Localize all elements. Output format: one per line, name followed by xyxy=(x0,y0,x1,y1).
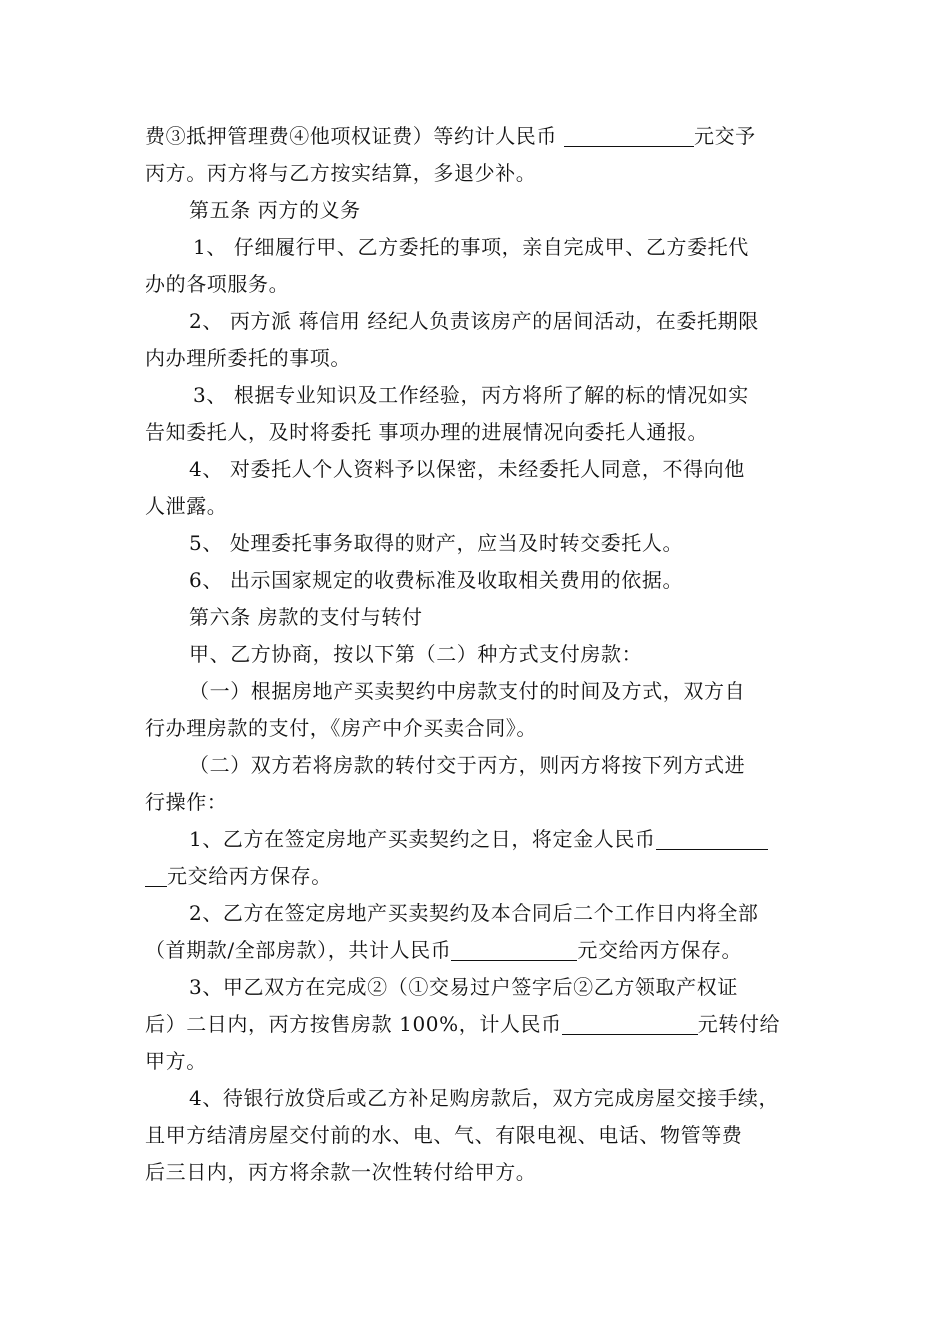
text-line xyxy=(145,1006,810,1043)
text-line xyxy=(145,1043,810,1080)
text-line xyxy=(145,525,810,562)
line-text: （二）双方若将房款的转付交于丙方，则丙方将按下列方式进 xyxy=(189,753,746,777)
text-line xyxy=(145,414,810,451)
line-text: 元交给丙方保存。 xyxy=(167,864,332,888)
text-line xyxy=(145,155,810,192)
line-text: 2、乙方在签定房地产买卖契约及本合同后二个工作日内将全部 xyxy=(189,901,759,925)
line-text: 5、 处理委托事务取得的财产，应当及时转交委托人。 xyxy=(189,531,684,555)
line-text: 甲、乙方协商，按以下第（二）种方式支付房款： xyxy=(189,642,643,666)
line-text: 元交予 xyxy=(693,124,756,148)
line-text: 行操作： xyxy=(145,790,228,814)
line-text: 告知委托人，及时将委托 事项办理的进展情况向委托人通报。 xyxy=(145,420,709,444)
text-line xyxy=(145,451,810,488)
line-text: 办的各项服务。 xyxy=(145,272,290,296)
text-line xyxy=(145,1080,810,1117)
line-text: 第六条 房款的支付与转付 xyxy=(189,605,423,629)
text-line xyxy=(145,303,810,340)
text-line xyxy=(145,821,810,858)
line-text: 丙方。丙方将与乙方按实结算，多退少补。 xyxy=(145,161,537,185)
text-line xyxy=(145,1154,810,1191)
fill-in-blank xyxy=(656,827,768,850)
line-text: 4、待银行放贷后或乙方补足购房款后，双方完成房屋交接手续， xyxy=(189,1086,780,1110)
text-line xyxy=(145,118,810,155)
text-line xyxy=(145,747,810,784)
line-text: （一）根据房地产买卖契约中房款支付的时间及方式，双方自 xyxy=(189,679,746,703)
contract-text xyxy=(145,118,810,1191)
text-line xyxy=(145,377,810,414)
line-text: 4、 对委托人个人资料予以保密，未经委托人同意，不得向他 xyxy=(189,457,745,481)
text-line xyxy=(145,895,810,932)
fill-in-blank xyxy=(145,864,167,887)
text-line xyxy=(145,969,810,1006)
line-text: 3、甲乙双方在完成②（①交易过户签字后②乙方领取产权证 xyxy=(189,975,738,999)
section-heading-6 xyxy=(145,599,810,636)
line-text: 元转付给 xyxy=(697,1012,781,1036)
text-line xyxy=(145,784,810,821)
line-text: 甲方。 xyxy=(145,1049,207,1073)
line-text: 行办理房款的支付，《房产中介买卖合同》。 xyxy=(145,716,537,740)
line-text: 1、乙方在签定房地产买卖契约之日，将定金人民币 xyxy=(189,827,656,851)
line-text: 1、 仔细履行甲、乙方委托的事项，亲自完成甲、乙方委托代 xyxy=(193,235,749,259)
text-line xyxy=(145,673,810,710)
line-text: 且甲方结清房屋交付前的水、电、气、有限电视、电话、物管等费 xyxy=(145,1123,743,1147)
text-line xyxy=(145,636,810,673)
text-line xyxy=(145,229,810,266)
line-text: 元交给丙方保存。 xyxy=(577,938,743,962)
line-text: （首期款/全部房款），共计人民币 xyxy=(145,938,452,962)
text-line xyxy=(145,932,810,969)
text-line xyxy=(145,1117,810,1154)
text-line xyxy=(145,340,810,377)
line-text: 后）二日内，丙方按售房款 100%，计人民币 xyxy=(145,1012,562,1036)
line-text: 人泄露。 xyxy=(145,494,228,518)
line-text: 后三日内，丙方将余款一次性转付给甲方。 xyxy=(145,1160,537,1184)
text-line xyxy=(145,858,810,895)
line-text: 内办理所委托的事项。 xyxy=(145,346,351,370)
fill-in-blank xyxy=(564,124,694,147)
line-text: 6、 出示国家规定的收费标准及收取相关费用的依据。 xyxy=(189,568,684,592)
section-heading-5 xyxy=(145,192,810,229)
line-text: 2、 丙方派 蒋信用 经纪人负责该房产的居间活动，在委托期限 xyxy=(189,309,759,333)
text-line xyxy=(145,710,810,747)
line-text: 第五条 丙方的义务 xyxy=(189,198,361,222)
line-text: 费③抵押管理费④他项权证费）等约计人民币 xyxy=(145,124,564,148)
line-text: 3、 根据专业知识及工作经验，丙方将所了解的标的情况如实 xyxy=(193,383,749,407)
fill-in-blank xyxy=(451,938,577,961)
text-line xyxy=(145,562,810,599)
fill-in-blank xyxy=(562,1012,698,1035)
text-line xyxy=(145,488,810,525)
text-line xyxy=(145,266,810,303)
